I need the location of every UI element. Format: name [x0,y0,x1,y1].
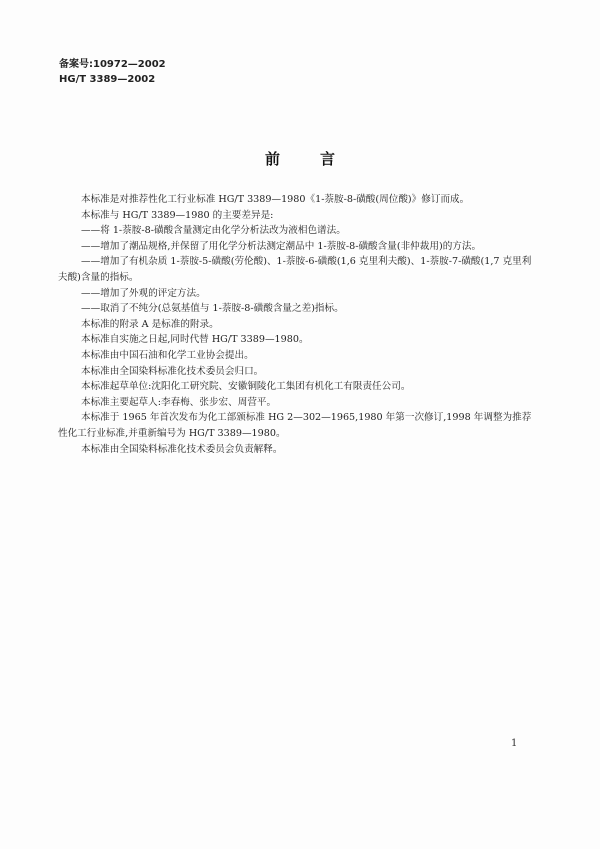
document-header [59,58,166,87]
foreword-body [58,192,536,457]
paragraph-proposed-by: 本标准由中国石油和化学工业协会提出。 [81,349,254,361]
paragraph-drafters: 本标准主要起草人:李春梅、张步宏、周营平。 [81,396,277,408]
page-title: 前言 [264,150,375,168]
record-number: 备案号:10972—2002 [59,59,166,70]
list-item-difference: ——增加了潮品规格,并保留了用化学分析法测定潮品中 1-萘胺-8-磺酸含量(非仲裁用)的方法。 [81,240,482,252]
paragraph-drafting-units: 本标准起草单位:沈阳化工研究院、安徽铜陵化工集团有机化工有限责任公司。 [81,381,411,393]
list-item-difference: ——将 1-萘胺-8-磺酸含量测定由化学分析法改为液相色谱法。 [81,225,346,237]
list-item-difference: ——增加了有机杂质 1-萘胺-5-磺酸(劳伦酸)、1-萘胺-6-磺酸(1,6 克里利夫酸)、1-萘胺-7-磺酸(1,7 克里利夫酸)含量的指标。 [58,256,532,283]
paragraph-differences-intro: 本标准与 HG/T 3389—1980 的主要差异是: [81,209,274,221]
list-item-difference: ——增加了外观的评定方法。 [81,287,206,299]
paragraph-effective: 本标准自实施之日起,同时代替 HG/T 3389—1980。 [81,334,309,346]
paragraph-appendix: 本标准的附录 A 是标准的附录。 [81,318,219,330]
paragraph-history: 本标准于 1965 年首次发布为化工部颁标准 HG 2—302—1965,1980 年第一次修订,1998 年调整为推荐性化工行业标准,并重新编号为 HG/T 3389—1980。 [58,412,532,439]
paragraph-revision-basis: 本标准是对推荐性化工行业标准 HG/T 3389—1980《1-萘胺-8-磺酸(周位酸)》修订而成。 [81,194,470,205]
page-number: 1 [511,738,518,749]
paragraph-interpretation: 本标准由全国染料标准化技术委员会负责解释。 [81,443,283,455]
list-item-difference: ——取消了不纯分(总氨基值与 1-萘胺-8-磺酸含量之差)指标。 [81,303,344,315]
paragraph-managed-by: 本标准由全国染料标准化技术委员会归口。 [81,365,264,377]
standard-code: HG/T 3389—2002 [59,73,156,85]
